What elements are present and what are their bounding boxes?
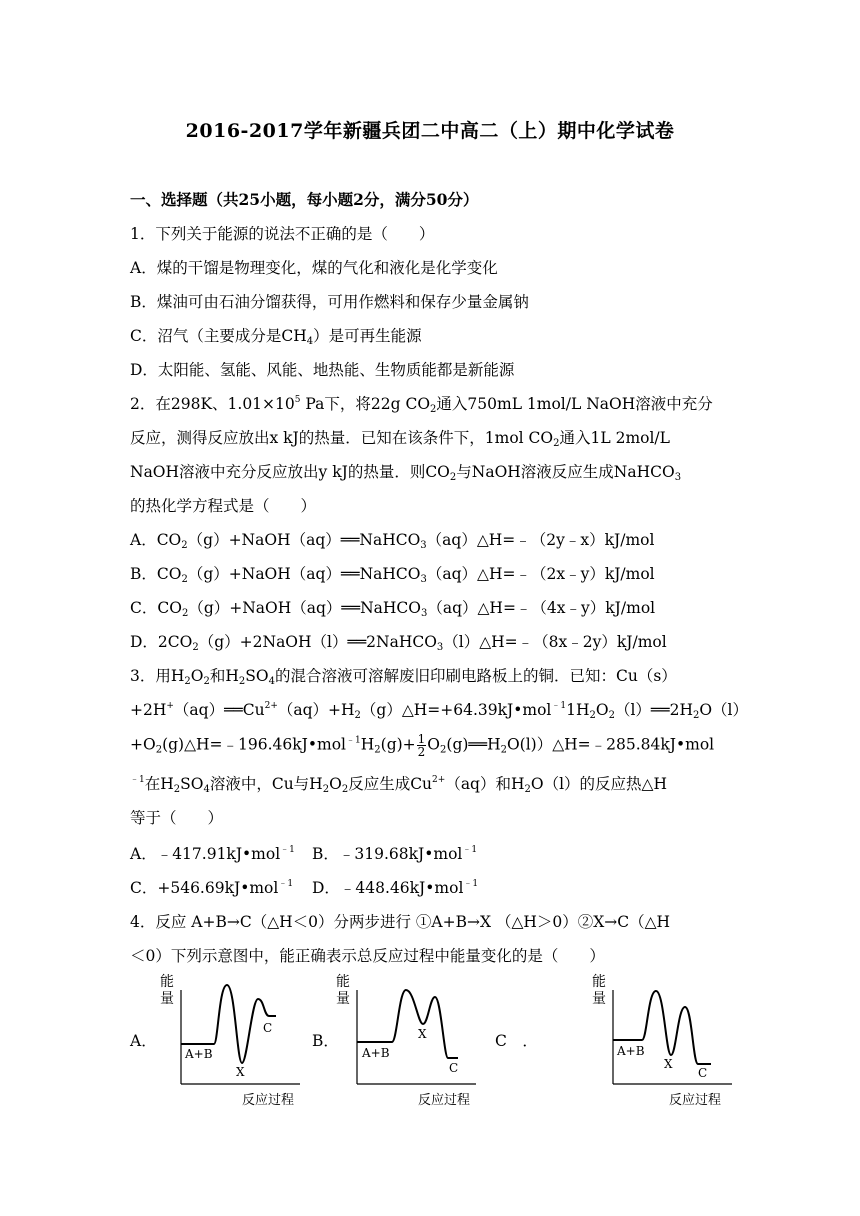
q4-option-c-label[interactable]: C ． [495, 1032, 538, 1050]
x-axis-label: 反应过程 [242, 1093, 295, 1108]
q3-option-c[interactable]: C．+546.69kJ•mol$^{﹣1}$ [130, 879, 294, 897]
intermediate-label: X [418, 1027, 427, 1041]
q2-stem-line-1: 2．在298K、$1.01\times 10^5$ Pa下，将22g $CO_2$通入750mL 1mol/L NaOH溶液中充分 [130, 395, 713, 415]
section-heading: 一、选择题（共25小题，每小题2分，满分50分） [130, 190, 479, 209]
q1-option-d[interactable]: D．太阳能、氢能、风能、地热能、生物质能都是新能源 [130, 361, 515, 379]
q4-stem-line-2: ＜0）下列示意图中，能正确表示总反应过程中能量变化的是（ ） [130, 947, 605, 965]
y-axis-label-bottom: 量 [160, 991, 174, 1007]
q3-option-d[interactable]: D．﹣448.46kJ•mol$^{﹣1}$ [312, 879, 479, 897]
q2-option-a[interactable]: A．$CO_2(g)+NaOH(aq)══NaHCO_3(aq)\triangle H=﹣(2y﹣x)kJ$/mol [130, 531, 655, 551]
energy-diagram-b[interactable] [334, 970, 484, 1108]
y-axis-label-bottom: 量 [336, 991, 350, 1007]
y-axis-label-bottom: 量 [592, 991, 606, 1007]
x-axis-label: 反应过程 [669, 1093, 722, 1108]
intermediate-label: X [664, 1057, 673, 1071]
page-title: 2016-2017学年新疆兵团二中高二（上）期中化学试卷 [185, 120, 675, 142]
q3-option-a[interactable]: A．﹣417.91kJ•mol$^{﹣1}$ [130, 845, 295, 863]
q3-option-b[interactable]: B．﹣319.68kJ•mol$^{﹣1}$ [312, 845, 478, 863]
q3-stem-line-3: $+O_2(g)\triangle H=﹣196.46kJ•mol^{﹣1}H_2(g)+$ $\frac{1}{2}$ $O_2(g)══H_2O(l))\triangle H=﹣285.84kJ•mol$ [130, 732, 715, 759]
y-axis-label-top: 能 [160, 974, 174, 990]
q1-option-b[interactable]: B．煤油可由石油分馏获得，可用作燃料和保存少量金属钠 [130, 293, 529, 311]
reactant-label: A+B [617, 1044, 645, 1058]
q4-option-b-label[interactable]: B． [312, 1032, 339, 1050]
q2-option-b[interactable]: B．$CO_2(g)+NaOH(aq)══NaHCO_3(aq)\triangle H=﹣(2x﹣y)kJ$/mol [130, 565, 655, 585]
q2-stem-line-2: 反应，测得反应放出x kJ的热量．已知在该条件下，1mol $CO_2$通入1L 2mol/L [130, 429, 670, 449]
energy-diagram-a[interactable] [158, 970, 308, 1108]
x-axis-label: 反应过程 [418, 1093, 471, 1108]
product-label: C [449, 1061, 459, 1075]
q2-stem-line-4: 的热化学方程式是（ ） [130, 497, 317, 515]
intermediate-label: X [236, 1065, 245, 1079]
q3-stem-line-5: 等于（ ） [130, 809, 224, 827]
y-axis-label-top: 能 [592, 974, 606, 990]
one-half-fraction: $\frac{1}{2}$ [417, 732, 426, 759]
q3-stem-line-2: $+2H^+(aq)══Cu^{2+}(aq)+H_2(g)\triangle H=+64.39kJ•mol^{﹣1}1H_2O_2(l)══2H_2O(l)$ [130, 701, 749, 721]
q2-option-c[interactable]: C．$CO_2(g)+NaOH(aq)══NaHCO_3(aq)\triangle H=﹣(4x﹣y)kJ$/mol [130, 599, 656, 619]
product-label: C [698, 1066, 708, 1080]
reactant-label: A+B [362, 1046, 390, 1060]
reactant-label: A+B [185, 1047, 213, 1061]
q1-stem: 1．下列关于能源的说法不正确的是（ ） [130, 225, 435, 243]
y-axis-label-top: 能 [336, 974, 350, 990]
q4-option-a-label[interactable]: A． [130, 1032, 157, 1050]
product-label: C [263, 1021, 273, 1035]
q4-stem-line-1: 4．反应 A+B→C（△H＜0）分两步进行 ①A+B→X （△H＞0）②X→C（△H [130, 913, 671, 931]
q2-option-d[interactable]: D．$2CO_2(g)+2NaOH(l)══2NaHCO_3(l)\triangle H=﹣(8x﹣2y)kJ$/mol [130, 633, 667, 653]
energy-diagram-c[interactable] [590, 970, 740, 1108]
q3-stem-line-1: 3．用$H_2O_2$和$H_2SO_4$的混合溶液可溶解废旧印刷电路板上的铜．已知：Cu（s） [130, 667, 677, 687]
q2-stem-line-3: NaOH溶液中充分反应放出y kJ的热量．则$CO_2$与NaOH溶液反应生成NaHCO$_3$ [130, 463, 682, 483]
q1-option-c[interactable]: C．沼气（主要成分是$CH_4$）是可再生能源 [130, 327, 422, 347]
q1-option-a[interactable]: A．煤的干馏是物理变化，煤的气化和液化是化学变化 [130, 259, 498, 277]
q3-stem-line-4: $^{﹣1}$在$H_2SO_4$溶液中，Cu与$H_2O_2$反应生成$Cu^{2+}(aq)$和$H_2O(l)$的反应热△H [130, 775, 667, 795]
